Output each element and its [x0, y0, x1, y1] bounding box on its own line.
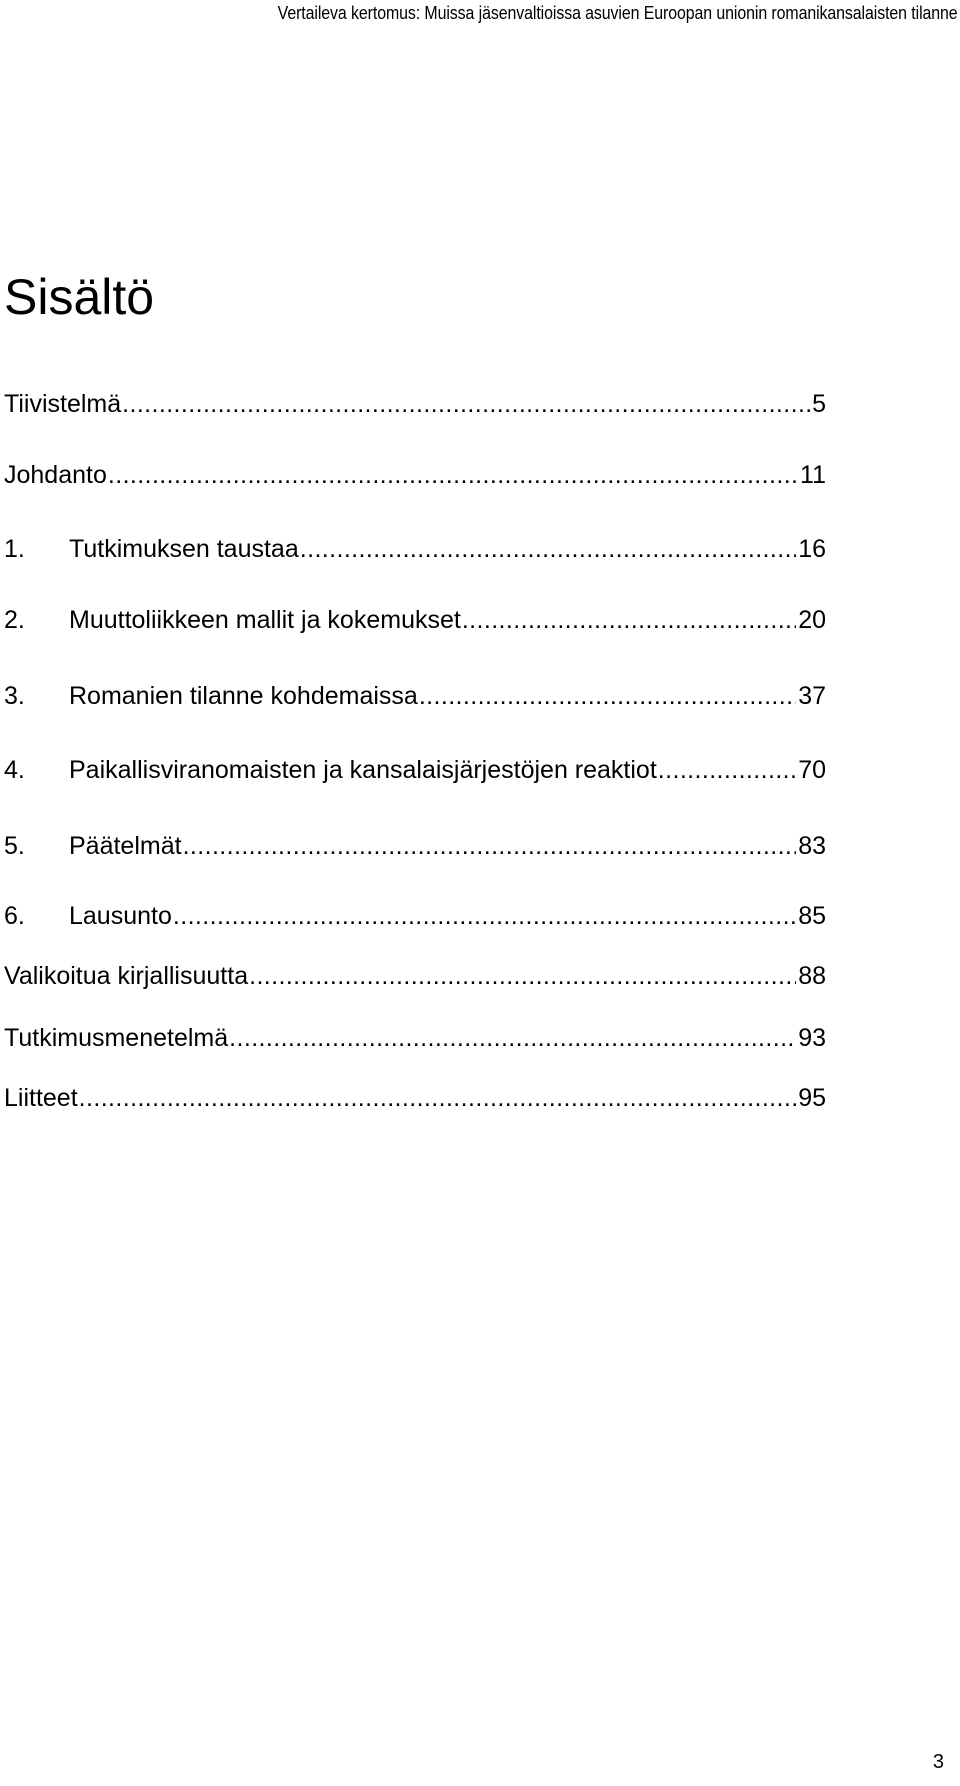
- toc-entry-chapter-2[interactable]: [4, 603, 826, 637]
- toc-entry-number: 6.: [4, 902, 25, 930]
- toc-entry-label: Muuttoliikkeen mallit ja kokemukset: [69, 606, 461, 634]
- toc-page-number: 5: [812, 390, 826, 418]
- toc-entry-johdanto[interactable]: [4, 458, 826, 492]
- toc-page-number: 20: [798, 606, 826, 634]
- page-title: Sisältö: [4, 269, 155, 325]
- toc-entry-label: Tutkimusmenetelmä: [4, 1024, 229, 1052]
- toc-entry-label: Päätelmät: [69, 832, 182, 860]
- toc-entry-chapter-6[interactable]: [4, 899, 826, 933]
- toc-page-number: 95: [798, 1084, 826, 1112]
- toc-entry-chapter-5[interactable]: [4, 829, 826, 863]
- toc-leader-dots: [300, 532, 796, 566]
- toc-entry-chapter-3[interactable]: [4, 679, 826, 713]
- toc-leader-dots: [183, 829, 797, 863]
- toc-entry-label: Paikallisviranomaisten ja kansalaisjärjestöjen reaktiot: [69, 756, 657, 784]
- toc-leader-dots: [108, 458, 798, 492]
- toc-entry-label: Lausunto: [69, 902, 172, 930]
- toc-entry-number: 1.: [4, 535, 25, 563]
- page-number: 3: [932, 1751, 944, 1773]
- toc-entry-number: 5.: [4, 832, 25, 860]
- toc-leader-dots: [79, 1081, 797, 1115]
- toc-page-number: 85: [798, 902, 826, 930]
- toc-page-number: 37: [798, 682, 826, 710]
- toc-leader-dots: [122, 387, 810, 421]
- toc-leader-dots: [419, 679, 796, 713]
- toc-page-number: 11: [800, 461, 826, 489]
- toc-entry-liitteet[interactable]: [4, 1081, 826, 1115]
- toc-leader-dots: [658, 753, 796, 787]
- toc-page-number: 16: [798, 535, 826, 563]
- toc-page-number: 70: [798, 756, 826, 784]
- toc-leader-dots: [462, 603, 796, 637]
- toc-leader-dots: [229, 1021, 796, 1055]
- toc-page-number: 83: [798, 832, 826, 860]
- toc-page-number: 93: [798, 1024, 826, 1052]
- toc-leader-dots: [173, 899, 796, 933]
- toc-entry-tiivistelma[interactable]: [4, 387, 826, 421]
- toc-entry-label: Valikoitua kirjallisuutta: [4, 962, 249, 990]
- toc-entry-label: Johdanto: [4, 461, 107, 489]
- toc-entry-label: Tiivistelmä: [4, 390, 122, 418]
- toc-entry-number: 2.: [4, 606, 25, 634]
- toc-entry-chapter-1[interactable]: [4, 532, 826, 566]
- toc-entry-chapter-4[interactable]: [4, 753, 826, 787]
- toc-entry-valikoitua-kirjallisuutta[interactable]: [4, 959, 826, 993]
- toc-entry-number: 4.: [4, 756, 25, 784]
- toc-leader-dots: [249, 959, 796, 993]
- running-header: Vertaileva kertomus: Muissa jäsenvaltioissa asuvien Euroopan unionin romanikansalaisten tilanne: [278, 2, 958, 23]
- toc-entry-label: Liitteet: [4, 1084, 78, 1112]
- toc-entry-number: 3.: [4, 682, 25, 710]
- toc-entry-label: Tutkimuksen taustaa: [69, 535, 299, 563]
- toc-page-number: 88: [798, 962, 826, 990]
- toc-entry-label: Romanien tilanne kohdemaissa: [69, 682, 418, 710]
- toc-entry-tutkimusmenetelma[interactable]: [4, 1021, 826, 1055]
